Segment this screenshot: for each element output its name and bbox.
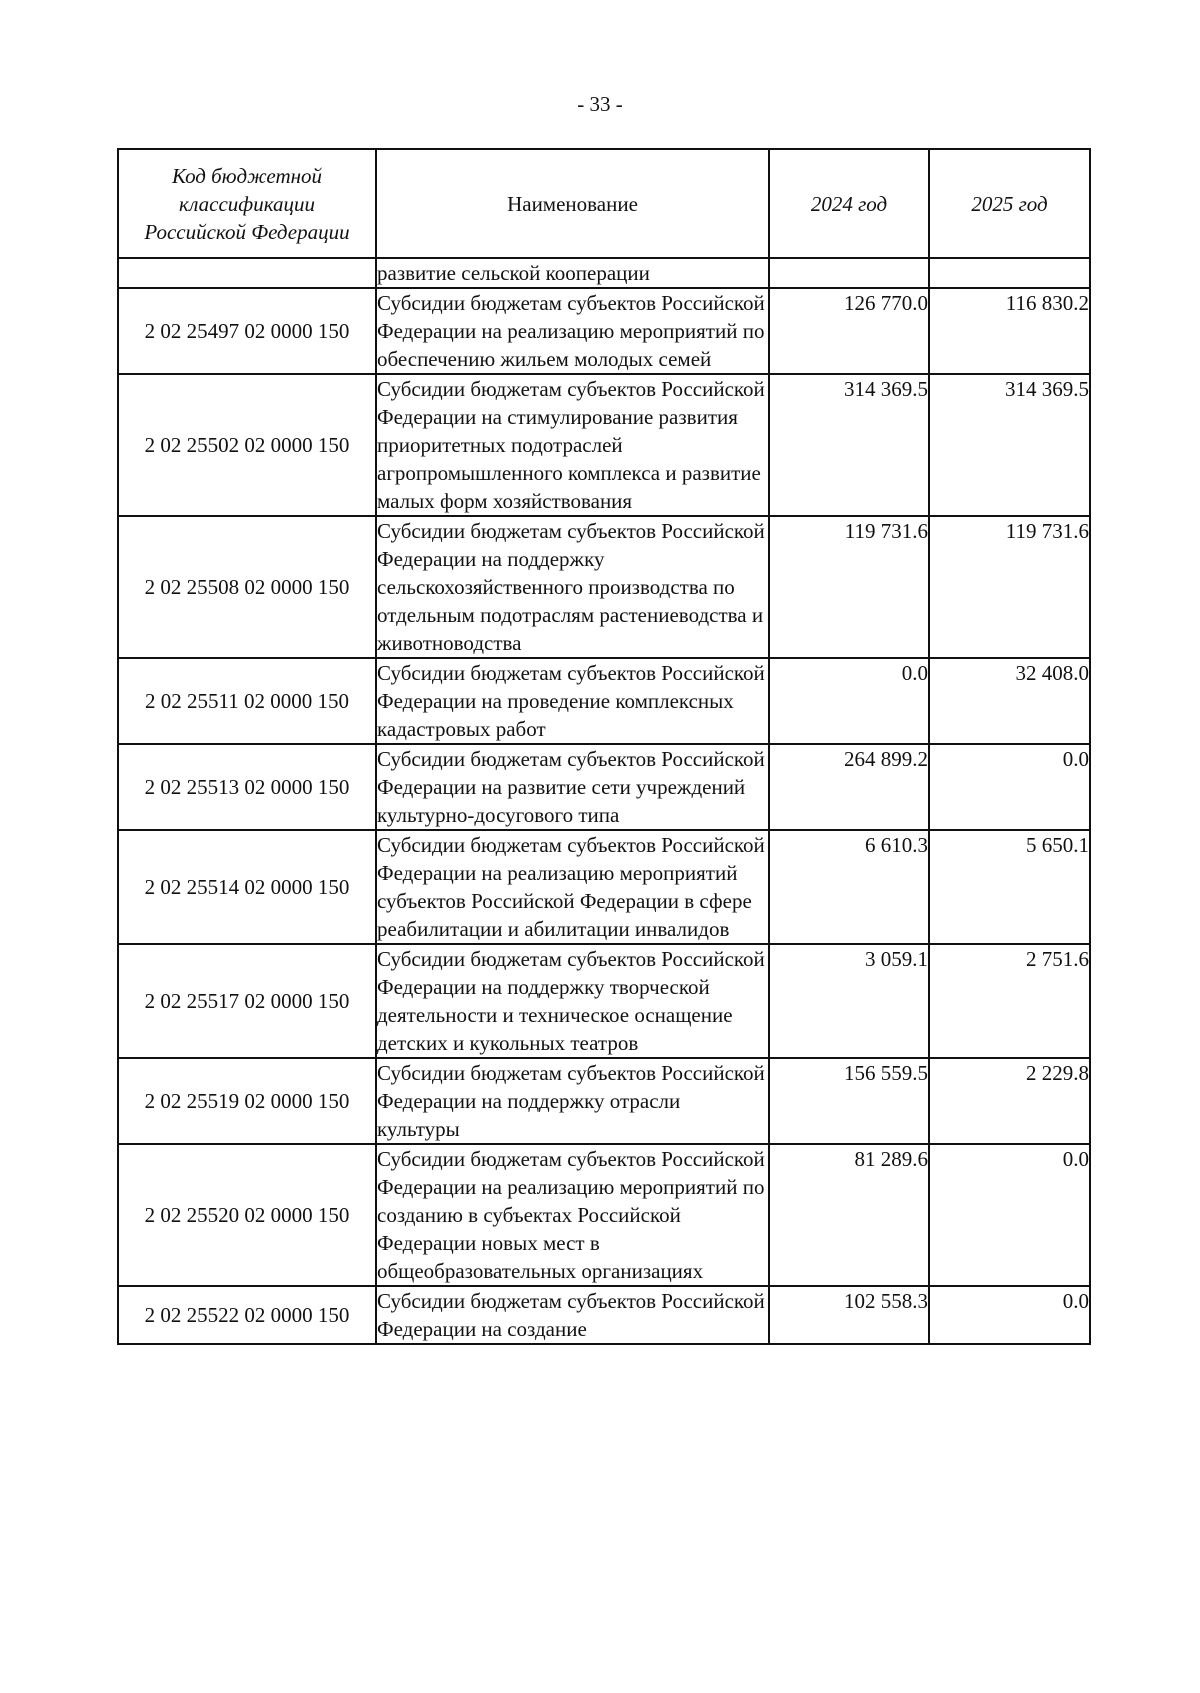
header-year-2025: 2025 год <box>929 149 1090 258</box>
cell-name: Субсидии бюджетам субъектов Российской Федерации на реализацию мероприятий по созданию в субъектах Российской Федерации новых мест в общеобразовательных организациях <box>376 1144 769 1286</box>
cell-2024: 6 610.3 <box>769 830 929 944</box>
cell-name: развитие сельской кооперации <box>376 258 769 288</box>
cell-2024: 102 558.3 <box>769 1286 929 1344</box>
table-row <box>118 658 1090 744</box>
cell-code: 2 02 25522 02 0000 150 <box>118 1286 376 1344</box>
cell-name: Субсидии бюджетам субъектов Российской Федерации на стимулирование развития приоритетных подотраслей агропромышленного комплекса и развитие малых форм хозяйствования <box>376 374 769 516</box>
cell-2024: 3 059.1 <box>769 944 929 1058</box>
cell-2024: 264 899.2 <box>769 744 929 830</box>
table-header <box>118 149 1090 258</box>
cell-code: 2 02 25511 02 0000 150 <box>118 658 376 744</box>
cell-2025: 314 369.5 <box>929 374 1090 516</box>
cell-2025: 0.0 <box>929 1144 1090 1286</box>
cell-2025 <box>929 258 1090 288</box>
cell-2024: 156 559.5 <box>769 1058 929 1144</box>
table-row <box>118 1286 1090 1344</box>
header-code-line2: классификации <box>178 191 315 216</box>
cell-2025: 0.0 <box>929 1286 1090 1344</box>
table-row <box>118 830 1090 944</box>
cell-name: Субсидии бюджетам субъектов Российской Федерации на реализацию мероприятий по обеспечению жильем молодых семей <box>376 288 769 374</box>
page-number: - 33 - <box>577 92 623 116</box>
budget-table <box>117 148 1091 1345</box>
cell-name: Субсидии бюджетам субъектов Российской Федерации на поддержку отрасли культуры <box>376 1058 769 1144</box>
cell-2024: 314 369.5 <box>769 374 929 516</box>
cell-code: 2 02 25520 02 0000 150 <box>118 1144 376 1286</box>
cell-2025: 2 751.6 <box>929 944 1090 1058</box>
header-code <box>118 149 376 258</box>
cell-name: Субсидии бюджетам субъектов Российской Федерации на реализацию мероприятий субъектов Российской Федерации в сфере реабилитации и абилитации инвалидов <box>376 830 769 944</box>
cell-2025: 2 229.8 <box>929 1058 1090 1144</box>
cell-2024 <box>769 258 929 288</box>
cell-code: 2 02 25514 02 0000 150 <box>118 830 376 944</box>
table-row <box>118 288 1090 374</box>
cell-name: Субсидии бюджетам субъектов Российской Федерации на проведение комплексных кадастровых работ <box>376 658 769 744</box>
table-body <box>118 258 1090 1344</box>
cell-code: 2 02 25519 02 0000 150 <box>118 1058 376 1144</box>
table-row <box>118 374 1090 516</box>
cell-code: 2 02 25508 02 0000 150 <box>118 516 376 658</box>
continuation-row <box>118 258 1090 288</box>
header-code-line1: Код бюджетной <box>171 163 323 188</box>
cell-name: Субсидии бюджетам субъектов Российской Федерации на поддержку творческой деятельности и техническое оснащение детских и кукольных театров <box>376 944 769 1058</box>
cell-2025: 119 731.6 <box>929 516 1090 658</box>
header-year-2024: 2024 год <box>769 149 929 258</box>
header-code-line3: Российской Федерации <box>144 219 350 244</box>
table-row <box>118 1144 1090 1286</box>
header-name: Наименование <box>376 149 769 258</box>
cell-2025: 5 650.1 <box>929 830 1090 944</box>
cell-2025: 0.0 <box>929 744 1090 830</box>
table-row <box>118 516 1090 658</box>
table-row <box>118 1058 1090 1144</box>
cell-2024: 81 289.6 <box>769 1144 929 1286</box>
cell-name: Субсидии бюджетам субъектов Российской Федерации на поддержку сельскохозяйственного производства по отдельным подотраслям растениеводства и животноводства <box>376 516 769 658</box>
header-row <box>118 149 1090 258</box>
cell-2024: 119 731.6 <box>769 516 929 658</box>
cell-code: 2 02 25502 02 0000 150 <box>118 374 376 516</box>
cell-name: Субсидии бюджетам субъектов Российской Федерации на создание <box>376 1286 769 1344</box>
cell-2024: 126 770.0 <box>769 288 929 374</box>
cell-2025: 32 408.0 <box>929 658 1090 744</box>
cell-code: 2 02 25517 02 0000 150 <box>118 944 376 1058</box>
cell-2024: 0.0 <box>769 658 929 744</box>
cell-code <box>118 258 376 288</box>
cell-code: 2 02 25497 02 0000 150 <box>118 288 376 374</box>
cell-name: Субсидии бюджетам субъектов Российской Федерации на развитие сети учреждений культурно-досугового типа <box>376 744 769 830</box>
table-row <box>118 944 1090 1058</box>
cell-2025: 116 830.2 <box>929 288 1090 374</box>
table-row <box>118 744 1090 830</box>
cell-code: 2 02 25513 02 0000 150 <box>118 744 376 830</box>
